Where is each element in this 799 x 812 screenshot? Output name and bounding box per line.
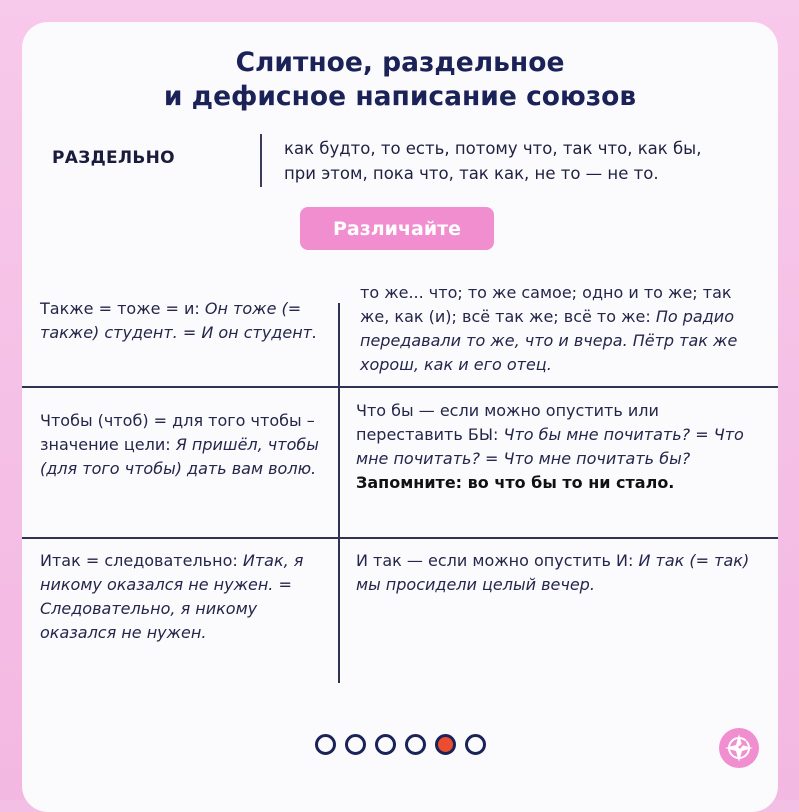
pagination-dot-6[interactable] <box>465 734 486 755</box>
compass-star-icon <box>719 728 759 768</box>
column-divider <box>338 303 340 683</box>
separately-label: РАЗДЕЛЬНО <box>52 148 175 168</box>
content-card <box>22 22 778 812</box>
title-line-1: Слитное, раздельное <box>235 47 565 78</box>
row-2-right-cell <box>356 399 766 495</box>
row-1-left-example: Он тоже (= также) студент. = И он студент. <box>40 299 318 342</box>
pagination-dot-2[interactable] <box>345 734 366 755</box>
separately-divider <box>260 134 262 187</box>
title-line-2: и дефисное написание союзов <box>163 81 637 112</box>
row-3-right-text: И так — если можно опустить И: <box>356 551 639 570</box>
pagination-dot-3[interactable] <box>375 734 396 755</box>
row-2-right-example: Что бы мне почитать? = Что мне почитать? = Что мне почитать бы? <box>356 425 744 468</box>
row-2-left-cell <box>40 409 330 481</box>
row-divider-2 <box>22 537 778 539</box>
page-title <box>22 46 778 114</box>
row-3-right-cell <box>356 549 766 597</box>
pagination-dot-4[interactable] <box>405 734 426 755</box>
pagination-dots <box>315 734 487 756</box>
row-3-right-example: И так (= так) мы просидели целый вечер. <box>356 551 750 594</box>
row-1-right-text: то же... что; то же самое; одно и то же; так же, как (и); всё так же; всё то же: <box>360 283 732 326</box>
row-2-left-example: Я пришёл, чтобы (для того чтобы) дать вам волю. <box>40 435 319 478</box>
pagination-dot-5[interactable] <box>435 734 456 755</box>
separately-line-1: как будто, то есть, потому что, так что, как бы, <box>284 139 702 158</box>
row-divider-1 <box>22 386 778 388</box>
separately-examples <box>284 136 754 186</box>
row-1-right-cell <box>360 281 760 377</box>
remember-note <box>356 471 766 495</box>
separately-line-2: при этом, пока что, так как, не то — не то. <box>284 164 659 183</box>
distinguish-badge: Различайте <box>300 207 494 250</box>
row-3-left-cell <box>40 549 330 645</box>
row-1-right-example: По радио передавали то же, что и вчера. Пётр так же хорош, как и его отец. <box>360 307 738 374</box>
row-1-left-cell <box>40 297 330 345</box>
row-2-right-text: Что бы — если можно опустить или переставить БЫ: <box>356 401 659 444</box>
row-2-left-text: Чтобы (чтоб) = для того чтобы – значение цели: <box>40 411 315 454</box>
remember-note-text: Запомните: во что бы то ни стало. <box>356 473 675 492</box>
row-3-left-text: Итак = следовательно: <box>40 551 243 570</box>
pagination-dot-1[interactable] <box>315 734 336 755</box>
row-3-left-example: Итак, я никому оказался не нужен. = Следовательно, я никому оказался не нужен. <box>40 551 304 642</box>
row-1-left-text: Также = тоже = и: <box>40 299 205 318</box>
